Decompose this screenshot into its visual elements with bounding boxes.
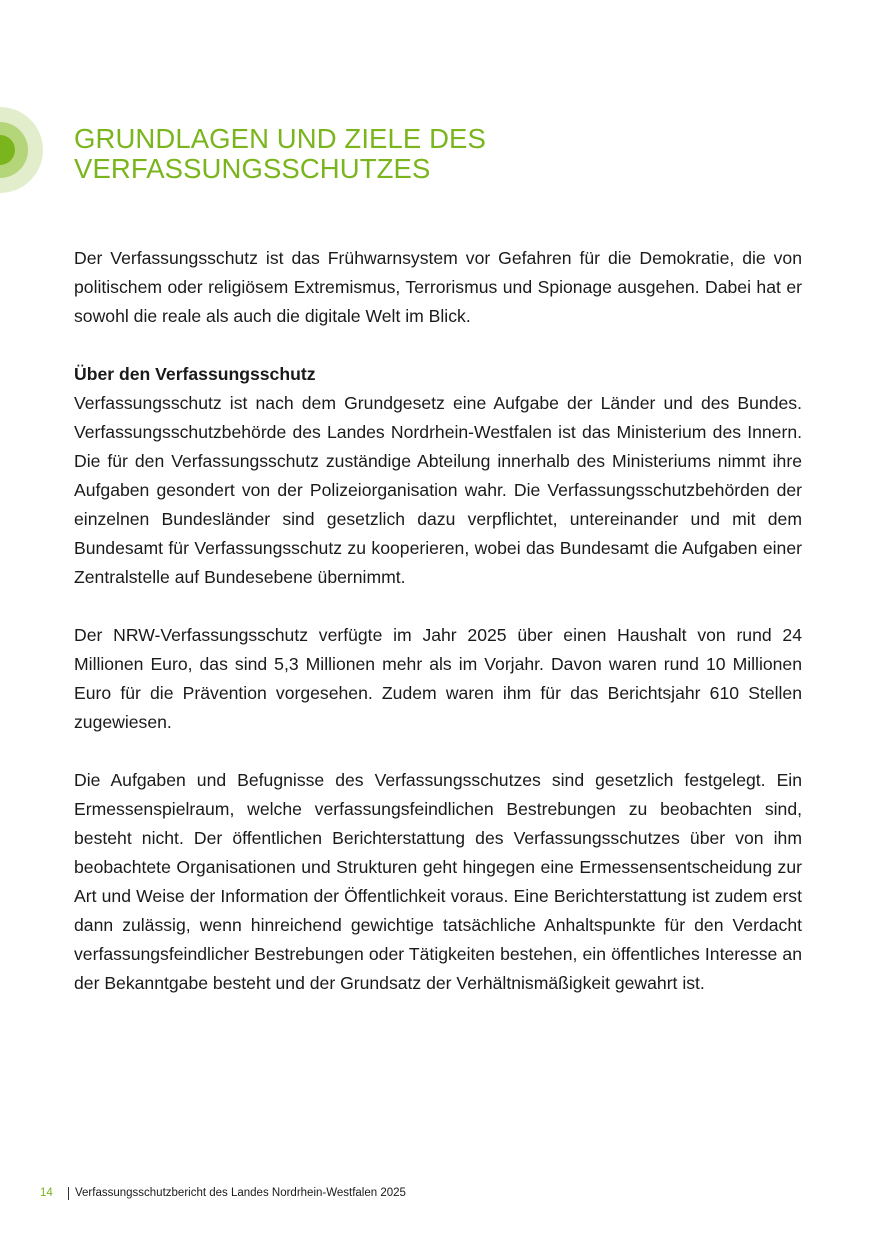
intro-paragraph: Der Verfassungsschutz ist das Frühwarnsystem vor Gefahren für die Demokratie, die von politischem oder religiösem Extremismus, Terrorismus und Spionage ausgehen. Dabei hat er sowohl die reale als auch die digitale Welt im Blick. [74,248,802,326]
page-title-line-1: GRUNDLAGEN UND ZIELE DES [74,123,486,154]
page-footer [40,1185,406,1201]
page-title [74,124,794,184]
body-text [74,244,802,1027]
page-number: 14 [40,1187,53,1199]
footer-divider [68,1187,69,1200]
section-heading: Über den Verfassungsschutz [74,364,316,384]
section-paragraph: Verfassungsschutz ist nach dem Grundgesetz eine Aufgabe der Länder und des Bundes. Verfassungsschutzbehörde des Landes Nordrhein-Westfalen ist das Ministerium des Innern. Die für den Verfassungsschutz zuständige Abteilung innerhalb des Ministeriums nimmt ihre Aufgaben gesondert von der Polizeiorganisation wahr. Die Verfassungsschutzbehörden der einzelnen Bundesländer sind gesetzlich dazu verpflichtet, untereinander und mit dem Bundesamt für Verfassungsschutz zu kooperieren, wobei das Bundesamt die Aufgaben einer Zentralstelle auf Bundesebene übernimmt. [74,393,802,587]
page-title-line-2: VERFASSUNGSSCHUTZES [74,153,431,184]
concentric-circles-icon [0,105,48,195]
footer-text: Verfassungsschutzbericht des Landes Nordrhein-Westfalen 2025 [75,1187,406,1199]
duties-paragraph: Die Aufgaben und Befugnisse des Verfassungsschutzes sind gesetzlich festgelegt. Ein Ermessenspielraum, welche verfassungsfeindlichen Bestrebungen zu beobachten sind, besteht nicht. Der öffentlichen Berichterstattung des Verfassungsschutzes über von ihm beobachtete Organisationen und Strukturen geht hingegen eine Ermessensentscheidung zur Art und Weise der Information der Öffentlichkeit voraus. Eine Berichterstattung ist zudem erst dann zulässig, wenn hinreichend gewichtige tatsächliche Anhaltspunkte für den Verdacht verfassungsfeindlicher Bestrebungen oder Tätigkeiten bestehen, ein öffentliches Interesse an der Bekanntgabe besteht und der Grundsatz der Verhältnismäßigkeit gewahrt ist. [74,770,802,993]
budget-paragraph: Der NRW-Verfassungsschutz verfügte im Jahr 2025 über einen Haushalt von rund 24 Millionen Euro, das sind 5,3 Millionen mehr als im Vorjahr. Davon waren rund 10 Millionen Euro für die Prävention vorgesehen. Zudem waren ihm für das Berichtsjahr 610 Stellen zugewiesen. [74,625,802,732]
